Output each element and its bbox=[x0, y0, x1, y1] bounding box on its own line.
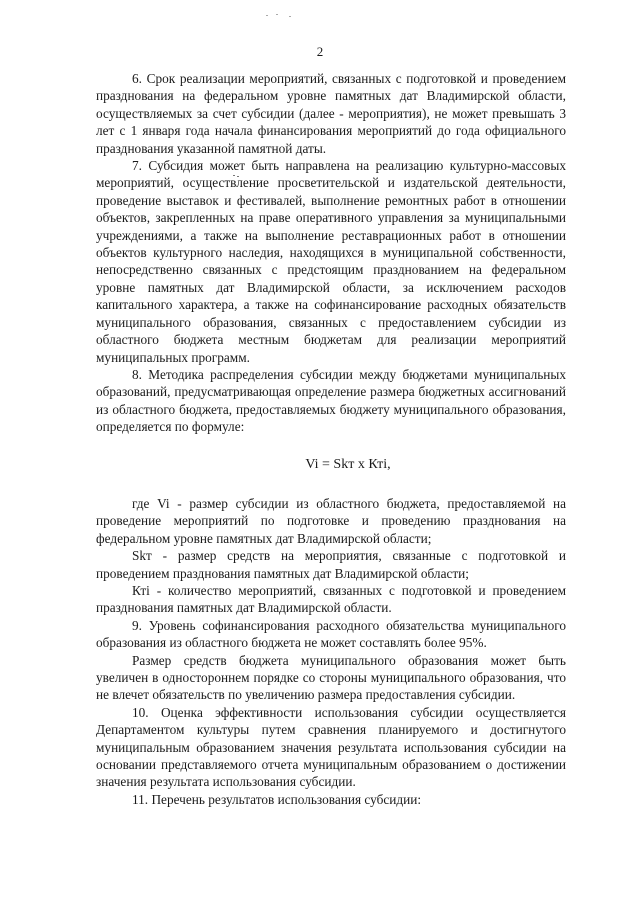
paragraph-7: 7. Субсидия может быть направлена на реализацию культурно-массовых мероприятий, осуществление просветительской и издательской деятельности, проведение выставок и фестивалей, выполнение ремонтных работ в отношении объектов, закрепленных на праве оперативного управления за муниципальными учреждениями, а также на выполнение реставрационных работ в отношении объектов культурного наследия, находящихся в муниципальной собственности, непосредственно связанных с предстоящим празднованием на федеральном уровне памятных дат Владимирской области, за исключением расходов капитального характера, а также на софинансирование расходных обязательств муниципального образования, связанных с предоставлением субсидии из областного бюджета местным бюджетам для реализации мероприятий муниципальных программ. bbox=[96, 158, 566, 365]
scan-artifact bbox=[262, 12, 302, 20]
definition-skt: Skт - размер средств на мероприятия, связанные с подготовкой и проведением празднования памятных дат Владимирской области; bbox=[96, 548, 566, 581]
paragraph-11: 11. Перечень результатов использования субсидии: bbox=[132, 791, 422, 807]
formula: Vi = Skт x Кті, bbox=[305, 456, 391, 472]
document-body bbox=[96, 70, 566, 808]
paragraph-budget-increase: Размер средств бюджета муниципального образования может быть увеличен в одностороннем порядке со стороны муниципального образования, что не влечет обязательств по увеличению размера предоставления субсидии. bbox=[96, 652, 566, 703]
definition-vi: где Vi - размер субсидии из областного бюджета, предоставляемой на проведение мероприятий по подготовке и проведению празднования на федеральном уровне памятных дат Владимирской области; bbox=[96, 495, 566, 546]
page-number: 2 bbox=[316, 44, 324, 59]
paragraph-6: 6. Срок реализации мероприятий, связанных с подготовкой и проведением празднования на федеральном уровне памятных дат Владимирской области, осуществляемых за счет субсидии (далее - мероприятия), не может превышать 3 лет с 1 января года начала финансирования мероприятий до года официального празднования указанной памятной даты. bbox=[96, 71, 566, 156]
paragraph-9: 9. Уровень софинансирования расходного обязательства муниципального образования из областного бюджета не может составлять более 95%. bbox=[96, 617, 566, 651]
paragraph-10: 10. Оценка эффективности использования субсидии осуществляется Департаментом культуры путем сравнения планируемого и достигнутого муниципальным образованием значения результата использования субсидии на основании представляемого отчета муниципальным образованием о достижении значения результата использования субсидии. bbox=[96, 704, 566, 790]
definition-kti: Кті - количество мероприятий, связанных с подготовкой и проведением празднования памятных дат Владимирской области. bbox=[96, 582, 566, 616]
paragraph-8: 8. Методика распределения субсидии между бюджетами муниципальных образований, предусматривающая определение размера бюджетных ассигнований из областного бюджета, предоставляемых бюджету муниципального образования, определяется по формуле: bbox=[96, 366, 566, 435]
